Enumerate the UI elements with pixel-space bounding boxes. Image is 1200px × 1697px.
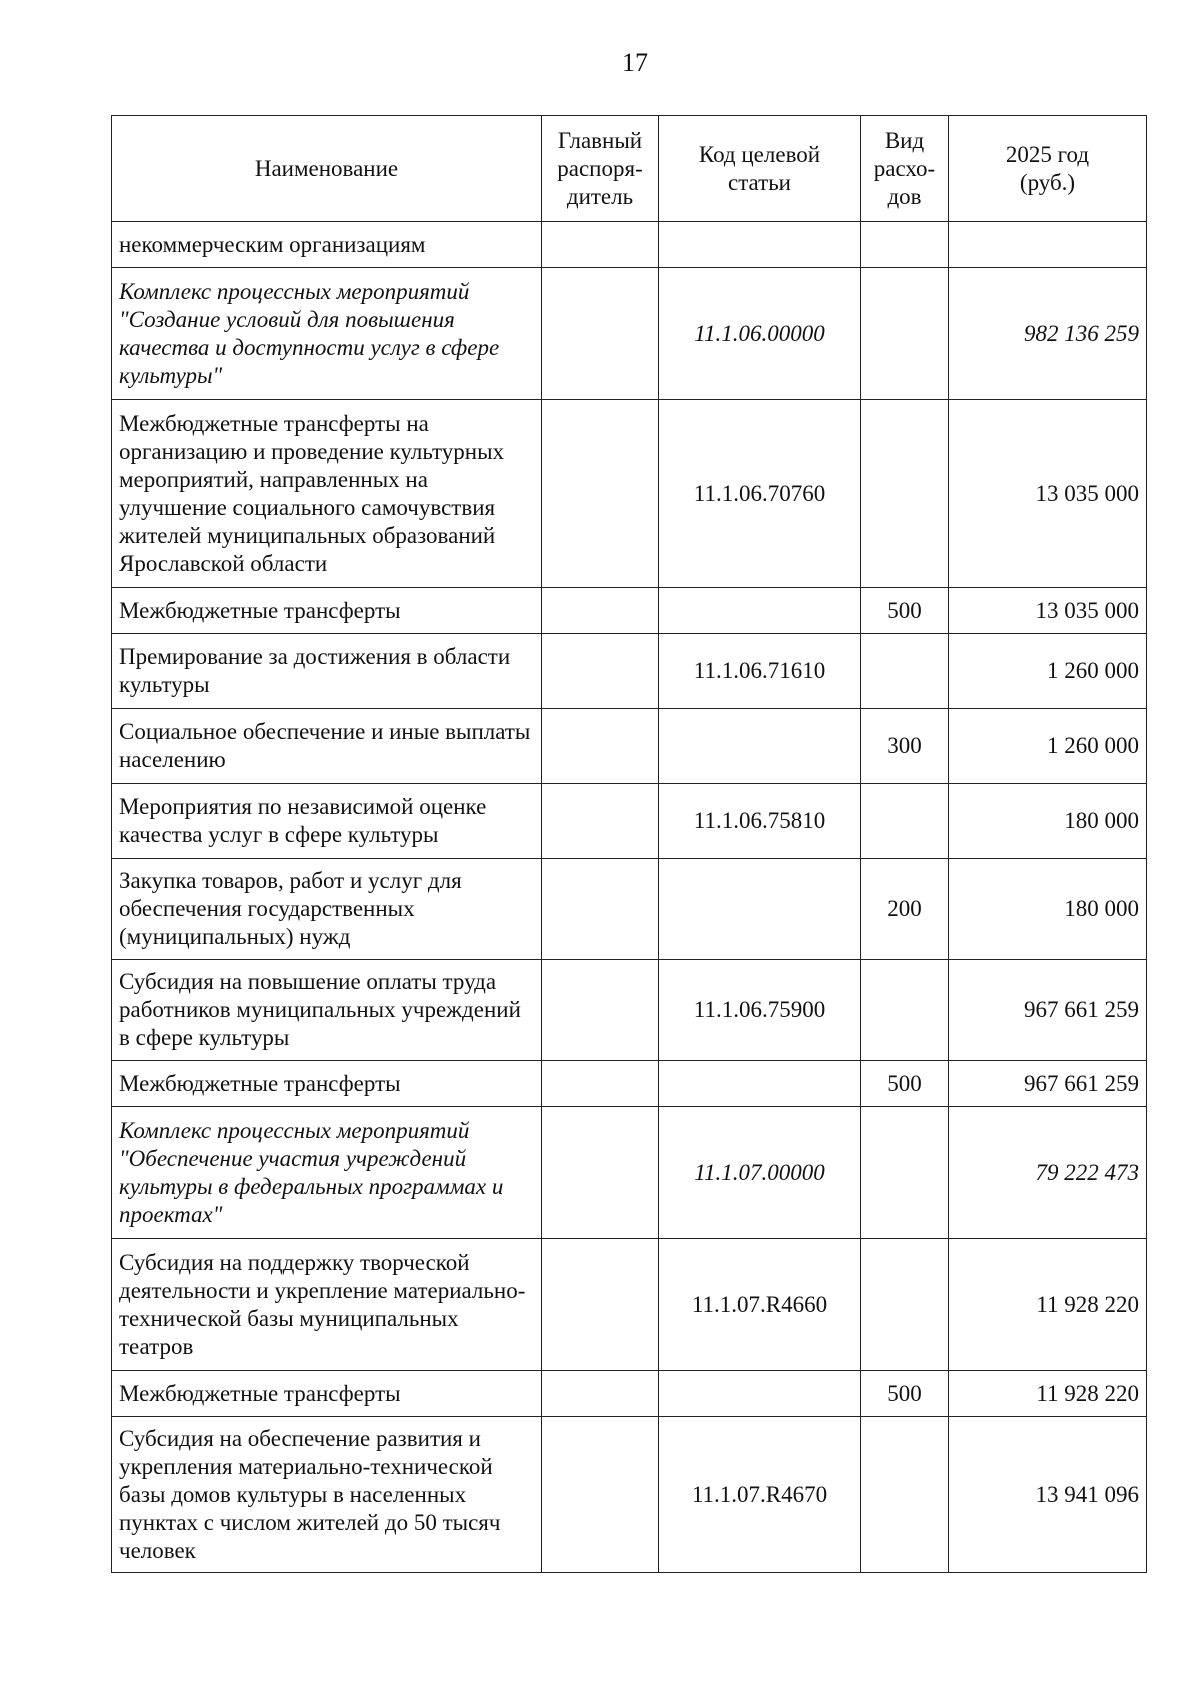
- header-kind: Вид расхо- дов: [861, 116, 949, 222]
- row-kind-cell: 200: [861, 859, 949, 960]
- row-code-cell: 11.1.06.00000: [659, 268, 861, 400]
- row-chief-cell: [542, 222, 659, 268]
- row-name-cell: Субсидия на повышение оплаты труда работников муниципальных учреждений в сфере культуры: [112, 960, 542, 1061]
- row-code-cell: [659, 1061, 861, 1107]
- row-kind-cell: [861, 400, 949, 588]
- row-name-cell: Субсидия на поддержку творческой деятельности и укрепление материально-технической базы муниципальных театров: [112, 1239, 542, 1371]
- row-code-cell: 11.1.06.75900: [659, 960, 861, 1061]
- row-code-cell: 11.1.07.R4670: [659, 1417, 861, 1573]
- table-row: [112, 1239, 1147, 1371]
- row-chief-cell: [542, 268, 659, 400]
- row-amount-cell: 1 260 000: [949, 634, 1147, 709]
- row-chief-cell: [542, 1371, 659, 1417]
- row-kind-cell: [861, 960, 949, 1061]
- row-name-cell: Закупка товаров, работ и услуг для обеспечения государственных (муниципальных) нужд: [112, 859, 542, 960]
- row-kind-cell: 500: [861, 588, 949, 634]
- table-row: [112, 1417, 1147, 1573]
- row-amount-cell: 13 941 096: [949, 1417, 1147, 1573]
- row-code-cell: 11.1.06.70760: [659, 400, 861, 588]
- row-chief-cell: [542, 859, 659, 960]
- row-chief-cell: [542, 1061, 659, 1107]
- row-chief-cell: [542, 588, 659, 634]
- row-chief-cell: [542, 960, 659, 1061]
- row-chief-cell: [542, 1417, 659, 1573]
- row-kind-cell: [861, 1107, 949, 1239]
- table-row: [112, 960, 1147, 1061]
- header-code: Код целевой статьи: [659, 116, 861, 222]
- row-name-cell: некоммерческим организациям: [112, 222, 542, 268]
- row-name-cell: Комплекс процессных мероприятий "Создание условий для повышения качества и доступности услуг в сфере культуры": [112, 268, 542, 400]
- row-name-cell: Комплекс процессных мероприятий "Обеспечение участия учреждений культуры в федеральных программах и проектах": [112, 1107, 542, 1239]
- table-row: [112, 400, 1147, 588]
- budget-table: [111, 115, 1147, 1573]
- row-amount-cell: 967 661 259: [949, 960, 1147, 1061]
- table-row: [112, 268, 1147, 400]
- row-code-cell: [659, 222, 861, 268]
- page-number: 17: [622, 48, 648, 77]
- row-name-cell: Премирование за достижения в области культуры: [112, 634, 542, 709]
- table-header-row: [112, 116, 1147, 222]
- table-row: [112, 1061, 1147, 1107]
- row-amount-cell: 967 661 259: [949, 1061, 1147, 1107]
- row-name-cell: Межбюджетные трансферты: [112, 1371, 542, 1417]
- row-kind-cell: [861, 222, 949, 268]
- row-amount-cell: 13 035 000: [949, 588, 1147, 634]
- row-name-cell: Мероприятия по независимой оценке качества услуг в сфере культуры: [112, 784, 542, 859]
- row-chief-cell: [542, 634, 659, 709]
- row-code-cell: 11.1.06.71610: [659, 634, 861, 709]
- table-row: [112, 709, 1147, 784]
- row-kind-cell: [861, 268, 949, 400]
- row-chief-cell: [542, 400, 659, 588]
- row-amount-cell: 11 928 220: [949, 1239, 1147, 1371]
- header-chief: Главный распоря- дитель: [542, 116, 659, 222]
- row-code-cell: 11.1.07.R4660: [659, 1239, 861, 1371]
- row-kind-cell: [861, 784, 949, 859]
- row-code-cell: [659, 709, 861, 784]
- row-amount-cell: 180 000: [949, 859, 1147, 960]
- row-code-cell: 11.1.06.75810: [659, 784, 861, 859]
- row-amount-cell: 13 035 000: [949, 400, 1147, 588]
- table-row: [112, 222, 1147, 268]
- row-name-cell: Субсидия на обеспечение развития и укрепления материально-технической базы домов культуры в населенных пунктах с числом жителей до 50 тысяч человек: [112, 1417, 542, 1573]
- table-row: [112, 1107, 1147, 1239]
- row-name-cell: Межбюджетные трансферты: [112, 1061, 542, 1107]
- header-name: Наименование: [112, 116, 542, 222]
- row-code-cell: [659, 1371, 861, 1417]
- row-amount-cell: 982 136 259: [949, 268, 1147, 400]
- row-amount-cell: 79 222 473: [949, 1107, 1147, 1239]
- table-row: [112, 588, 1147, 634]
- row-code-cell: [659, 588, 861, 634]
- row-code-cell: 11.1.07.00000: [659, 1107, 861, 1239]
- row-kind-cell: [861, 634, 949, 709]
- row-name-cell: Межбюджетные трансферты на организацию и проведение культурных мероприятий, направленных на улучшение социального самочувствия жителей муниципальных образований Ярославской области: [112, 400, 542, 588]
- row-amount-cell: 11 928 220: [949, 1371, 1147, 1417]
- header-year: 2025 год (руб.): [949, 116, 1147, 222]
- row-chief-cell: [542, 1107, 659, 1239]
- row-chief-cell: [542, 1239, 659, 1371]
- row-kind-cell: [861, 1417, 949, 1573]
- row-code-cell: [659, 859, 861, 960]
- table-row: [112, 784, 1147, 859]
- table-row: [112, 634, 1147, 709]
- row-kind-cell: [861, 1239, 949, 1371]
- table-row: [112, 1371, 1147, 1417]
- row-kind-cell: 500: [861, 1061, 949, 1107]
- row-kind-cell: 500: [861, 1371, 949, 1417]
- row-amount-cell: 1 260 000: [949, 709, 1147, 784]
- row-amount-cell: [949, 222, 1147, 268]
- row-name-cell: Межбюджетные трансферты: [112, 588, 542, 634]
- row-chief-cell: [542, 784, 659, 859]
- row-kind-cell: 300: [861, 709, 949, 784]
- table-row: [112, 859, 1147, 960]
- row-chief-cell: [542, 709, 659, 784]
- row-name-cell: Социальное обеспечение и иные выплаты населению: [112, 709, 542, 784]
- row-amount-cell: 180 000: [949, 784, 1147, 859]
